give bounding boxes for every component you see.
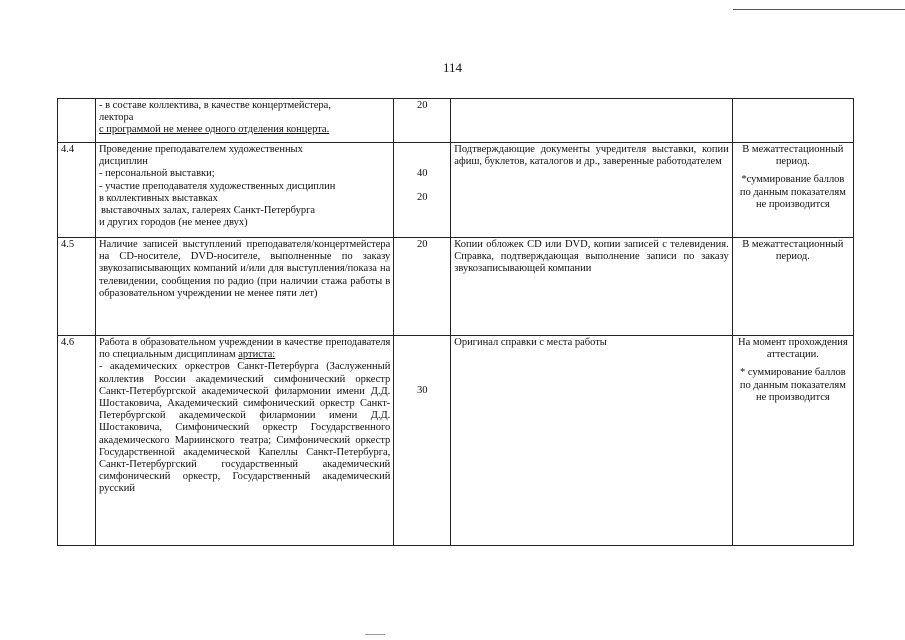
desc-line: - участие преподавателя художественных дисциплин bbox=[98, 180, 336, 192]
row-points bbox=[394, 336, 451, 546]
desc-line: лектора bbox=[98, 112, 134, 124]
page-number: 114 bbox=[442, 60, 463, 75]
row-number: 4.5 bbox=[58, 238, 96, 336]
row-points bbox=[394, 143, 451, 238]
row-description bbox=[95, 99, 393, 143]
table-row bbox=[58, 143, 854, 238]
table-row bbox=[58, 99, 854, 143]
desc-line: дисциплин bbox=[98, 156, 148, 168]
desc-line: с программой не менее одного отделения концерта. bbox=[98, 124, 330, 136]
row-note bbox=[732, 143, 853, 238]
row-documents: Оригинал справки с места работы bbox=[451, 336, 732, 546]
table-row bbox=[58, 336, 854, 546]
criteria-table bbox=[57, 98, 854, 546]
desc-head: Работа в образовательном учреждении в качестве преподавателя по специальным дисциплинам bbox=[98, 337, 391, 361]
desc-line: - академических оркестров Санкт-Петербурга (Заслуженный коллектив России академический симфонический оркестр Санкт-Петербургской академической филармонии имени Д.Д. Шостаковича, Академический симфонический оркестр Санкт-Петербургской академической филармонии имени Д.Д. Шостаковича, Симфонический оркестр Государственного академического Мариинского театра; Симфонический оркестр Государственной академической Капеллы Санкт-Петербурга, Санкт-Петербургский государственный академический симфонический оркестр, Государственный академический русский bbox=[98, 361, 391, 495]
row-description bbox=[95, 336, 393, 546]
row-points bbox=[394, 99, 451, 143]
desc-line: и других городов (не менее двух) bbox=[98, 217, 248, 229]
note-period: В межаттестационный период. bbox=[742, 144, 844, 168]
desc-line: в коллективных выставках bbox=[98, 192, 218, 204]
row-documents: Подтверждающие документы учредителя выставки, копии афиш, буклетов, каталогов и др., заверенные работодателем bbox=[451, 143, 732, 238]
row-note bbox=[732, 99, 853, 143]
row-description: Наличие записей выступлений преподавателя/концертмейстера на CD-носителе, DVD-носителе, выполненные по заказу звукозаписывающих компаний и/или для выступления/показа на телевидении, сообщения по радио (при наличии стажа работы в образовательном учреждении не менее пяти лет) bbox=[95, 238, 393, 336]
table-row bbox=[58, 238, 854, 336]
note-summation: * суммирование баллов по данным показателям не производится bbox=[739, 367, 846, 403]
desc-line: - в составе коллектива, в качестве концертмейстера, bbox=[98, 100, 331, 111]
row-note bbox=[732, 238, 853, 336]
row-number: 4.6 bbox=[58, 336, 96, 546]
row-note bbox=[732, 336, 853, 546]
points-value: 20 bbox=[417, 239, 428, 250]
desc-head-underlined: артиста: bbox=[238, 349, 276, 361]
row-number: 4.4 bbox=[58, 143, 96, 238]
points-value: 20 bbox=[417, 100, 428, 111]
bottom-mark bbox=[365, 634, 385, 635]
points-value: 30 bbox=[417, 385, 428, 396]
top-rule bbox=[733, 9, 905, 10]
desc-line: выставочных залах, галереях Санкт-Петербурга bbox=[100, 205, 316, 217]
desc-line: - персональной выставки; bbox=[98, 168, 215, 180]
desc-line: Проведение преподавателем художественных bbox=[98, 144, 303, 155]
note-period: В межаттестационный период. bbox=[742, 239, 844, 263]
row-points bbox=[394, 238, 451, 336]
row-documents bbox=[451, 99, 732, 143]
row-number bbox=[58, 99, 96, 143]
note-summation: *суммирование баллов по данным показателям не производится bbox=[739, 174, 846, 210]
row-description bbox=[95, 143, 393, 238]
points-value: 40 bbox=[417, 168, 428, 179]
points-value: 20 bbox=[417, 192, 428, 204]
row-documents: Копии обложек CD или DVD, копии записей с телевидения. Справка, подтверждающая выполнение записи по заказу звукозаписывающей компании bbox=[451, 238, 732, 336]
note-period: На момент прохождения аттестации. bbox=[737, 337, 848, 361]
